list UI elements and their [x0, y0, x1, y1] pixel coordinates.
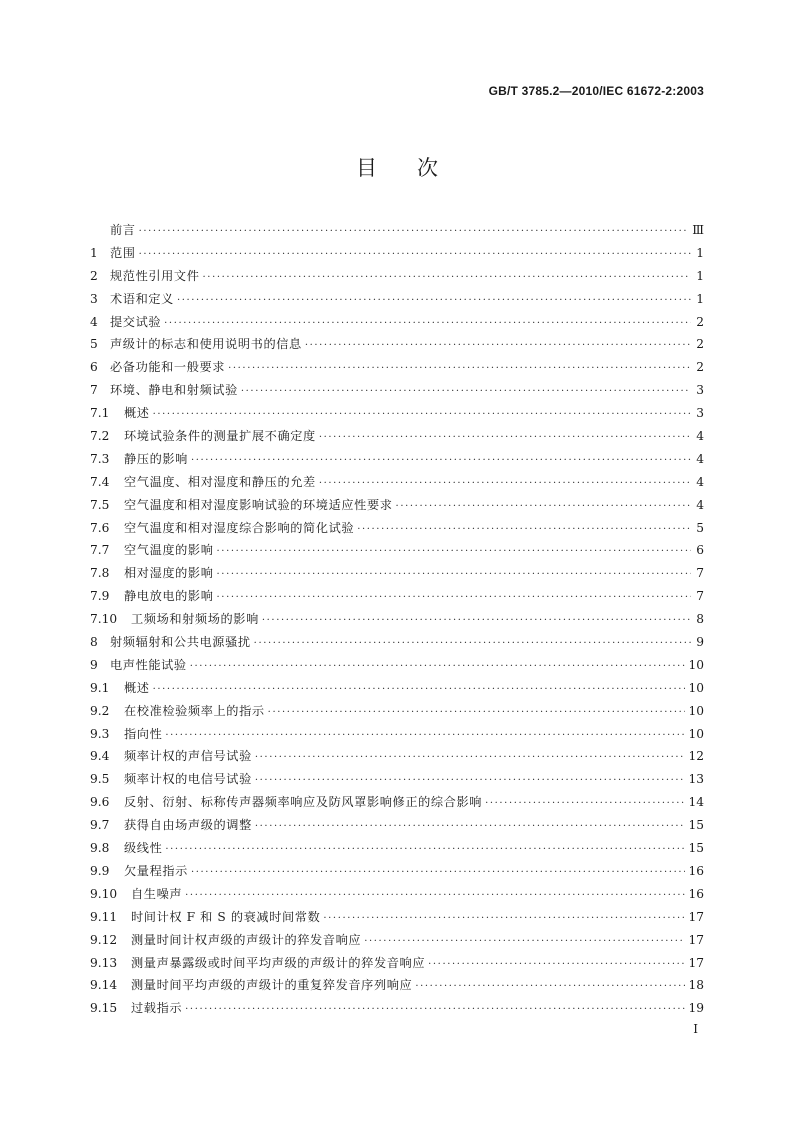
toc-entry[interactable]	[90, 700, 704, 723]
toc-leader-dots	[255, 747, 686, 770]
toc-leader-dots	[228, 358, 691, 381]
toc-entry-number: 9.4	[90, 749, 110, 764]
toc-entry[interactable]	[90, 288, 704, 311]
toc-entry[interactable]	[90, 517, 704, 540]
toc-leader-dots	[191, 450, 691, 473]
toc-entry[interactable]	[90, 860, 704, 883]
toc-entry[interactable]	[90, 654, 704, 677]
toc-leader-dots	[217, 541, 691, 564]
toc-entry-number: 7.4	[90, 474, 110, 489]
toc-entry-page: 6	[696, 543, 704, 558]
toc-entry-title: 电声性能试验	[110, 657, 187, 672]
toc-entry-title: 过载指示	[131, 1001, 183, 1016]
standard-code: GB/T 3785.2—2010/IEC 61672-2:2003	[488, 84, 704, 98]
toc-leader-dots	[185, 885, 685, 908]
toc-entry-page: 1	[696, 245, 704, 260]
toc-leader-dots	[153, 404, 691, 427]
toc-entry-title: 自生噪声	[131, 886, 183, 901]
toc-entry-number: 7.6	[90, 520, 110, 535]
toc-entry-number: 6	[90, 360, 98, 375]
toc-entry[interactable]	[90, 723, 704, 746]
toc-entry-title: 测量声暴露级或时间平均声级的声级计的猝发音响应	[131, 955, 426, 970]
toc-entry-page: 17	[688, 955, 704, 970]
toc-entry-number: 7.9	[90, 589, 110, 604]
toc-entry-title: 在校准检验频率上的指示	[124, 703, 265, 718]
toc-entry[interactable]	[90, 997, 704, 1020]
toc-entry[interactable]	[90, 585, 704, 608]
toc-entry-title: 欠量程指示	[124, 863, 188, 878]
toc-entry-title: 静电放电的影响	[124, 589, 214, 604]
toc-entry-page: 9	[696, 635, 704, 650]
toc-entry-number: 7.10	[90, 612, 118, 627]
toc-entry-title: 时间计权 F 和 S 的衰减时间常数	[131, 909, 321, 924]
toc-entry[interactable]	[90, 929, 704, 952]
toc-leader-dots	[185, 999, 685, 1022]
toc-entry-page: 7	[696, 566, 704, 581]
toc-entry-page: 1	[696, 268, 704, 283]
toc-entry-title: 声级计的标志和使用说明书的信息	[110, 337, 302, 352]
toc-entry-page: 16	[688, 863, 704, 878]
toc-entry-page: 2	[696, 337, 704, 352]
toc-entry-page: Ⅲ	[692, 223, 704, 237]
toc-entry-number: 9.6	[90, 795, 110, 810]
toc-entry-title: 级线性	[124, 841, 163, 856]
toc-entry-number: 9.15	[90, 1001, 118, 1016]
toc-entry-page: 16	[688, 886, 704, 901]
toc-entry-number: 4	[90, 314, 98, 329]
toc-entry[interactable]	[90, 425, 704, 448]
toc-entry-number: 7.5	[90, 497, 110, 512]
toc-entry-page: 4	[696, 429, 704, 444]
toc-entry[interactable]	[90, 677, 704, 700]
toc-entry-title: 概述	[124, 680, 150, 695]
toc-entry[interactable]	[90, 402, 704, 425]
toc-entry[interactable]	[90, 265, 704, 288]
toc-entry-number: 7.1	[90, 406, 110, 421]
toc-entry-title: 反射、衍射、标称传声器频率响应及防风罩影响修正的综合影响	[124, 795, 483, 810]
toc-entry-number: 7.2	[90, 429, 110, 444]
toc-entry[interactable]	[90, 242, 704, 265]
toc-leader-dots	[415, 976, 685, 999]
toc-leader-dots	[165, 725, 685, 748]
toc-entry-number: 9.9	[90, 863, 110, 878]
toc-leader-dots	[177, 290, 691, 313]
page-title: 目次	[356, 156, 478, 180]
toc-entry[interactable]	[90, 311, 704, 334]
toc-entry-title: 空气温度和相对湿度综合影响的简化试验	[124, 520, 355, 535]
toc-entry-page: 19	[688, 1001, 704, 1016]
toc-entry-page: 10	[688, 657, 704, 672]
toc-entry-number: 9.1	[90, 680, 110, 695]
toc-entry[interactable]	[90, 608, 704, 631]
toc-entry-title: 术语和定义	[110, 291, 174, 306]
toc-entry-title: 前言	[110, 223, 136, 237]
toc-leader-dots	[255, 816, 686, 839]
toc-leader-dots	[191, 862, 686, 885]
toc-entry-title: 空气温度、相对湿度和静压的允差	[124, 474, 316, 489]
toc-entry-page: 15	[688, 841, 704, 856]
toc-leader-dots	[319, 427, 691, 450]
toc-entry-page: 8	[696, 612, 704, 627]
toc-entry-page: 2	[696, 360, 704, 375]
toc-entry-number: 9.8	[90, 841, 110, 856]
toc-entry-page: 17	[688, 932, 704, 947]
toc-entry-title: 工频场和射频场的影响	[131, 612, 259, 627]
toc-leader-dots	[319, 473, 691, 496]
toc-leader-dots	[255, 770, 686, 793]
toc-leader-dots	[485, 793, 685, 816]
toc-entry-page: 18	[688, 978, 704, 993]
toc-leader-dots	[153, 679, 686, 702]
toc-entry[interactable]	[90, 494, 704, 517]
toc-entry[interactable]	[90, 883, 704, 906]
toc-leader-dots	[164, 313, 691, 336]
toc-entry-title: 空气温度的影响	[124, 543, 214, 558]
toc-entry-page: 12	[688, 749, 704, 764]
toc-entry[interactable]	[90, 219, 704, 242]
toc-entry[interactable]	[90, 906, 704, 929]
toc-leader-dots	[323, 908, 685, 931]
toc-entry-number: 9.5	[90, 772, 110, 787]
toc-entry-title: 静压的影响	[124, 451, 188, 466]
toc-entry[interactable]	[90, 974, 704, 997]
toc-entry[interactable]	[90, 745, 704, 768]
toc-entry-number: 9.3	[90, 726, 110, 741]
toc-entry-number: 2	[90, 268, 98, 283]
toc-entry-title: 规范性引用文件	[110, 268, 200, 283]
toc-entry-title: 指向性	[124, 726, 163, 741]
toc-leader-dots	[165, 839, 685, 862]
toc-entry[interactable]	[90, 333, 704, 356]
toc-entry-title: 提交试验	[110, 314, 162, 329]
toc-entry-page: 3	[696, 406, 704, 421]
toc-entry-number: 7	[90, 383, 98, 398]
toc-entry[interactable]	[90, 837, 704, 860]
toc-entry-number: 9.11	[90, 909, 118, 924]
toc-entry-number: 5	[90, 337, 98, 352]
toc-entry-page: 4	[696, 474, 704, 489]
toc-entry-title: 范围	[110, 245, 136, 260]
toc-entry-title: 空气温度和相对湿度影响试验的环境适应性要求	[124, 497, 393, 512]
toc-leader-dots	[241, 381, 691, 404]
toc-entry-page: 4	[696, 497, 704, 512]
toc-entry-page: 17	[688, 909, 704, 924]
toc-entry[interactable]	[90, 814, 704, 837]
toc-entry[interactable]	[90, 631, 704, 654]
toc-entry-number: 9.7	[90, 818, 110, 833]
toc-leader-dots	[203, 267, 691, 290]
table-of-contents	[90, 219, 704, 1020]
toc-entry-number: 7.7	[90, 543, 110, 558]
toc-entry-number: 8	[90, 635, 98, 650]
toc-entry[interactable]	[90, 448, 704, 471]
toc-entry-title: 射频辐射和公共电源骚扰	[110, 635, 251, 650]
toc-entry-number: 3	[90, 291, 98, 306]
toc-leader-dots	[396, 496, 691, 519]
toc-entry-title: 环境、静电和射频试验	[110, 383, 238, 398]
toc-entry-title: 频率计权的声信号试验	[124, 749, 252, 764]
toc-leader-dots	[268, 702, 686, 725]
toc-entry-number: 7.8	[90, 566, 110, 581]
toc-leader-dots	[428, 954, 685, 977]
toc-entry-title: 频率计权的电信号试验	[124, 772, 252, 787]
toc-leader-dots	[357, 519, 691, 542]
toc-entry-number: 9.10	[90, 886, 118, 901]
toc-entry-page: 15	[688, 818, 704, 833]
toc-leader-dots	[139, 244, 691, 267]
toc-entry-page: 13	[688, 772, 704, 787]
toc-leader-dots	[254, 633, 691, 656]
toc-entry[interactable]	[90, 379, 704, 402]
toc-entry-page: 2	[696, 314, 704, 329]
toc-entry-page: 10	[688, 726, 704, 741]
toc-entry[interactable]	[90, 791, 704, 814]
toc-entry-title: 获得自由场声级的调整	[124, 818, 252, 833]
toc-entry-number: 7.3	[90, 451, 110, 466]
page-folio: I	[693, 1022, 698, 1036]
toc-leader-dots	[364, 931, 685, 954]
toc-entry[interactable]	[90, 562, 704, 585]
toc-entry-title: 概述	[124, 406, 150, 421]
toc-entry-number: 9.2	[90, 703, 110, 718]
toc-entry-page: 5	[696, 520, 704, 535]
toc-leader-dots	[190, 656, 686, 679]
toc-leader-dots	[262, 610, 691, 633]
toc-entry-page: 10	[688, 703, 704, 718]
toc-entry-number: 1	[90, 245, 98, 260]
toc-entry-number: 9.14	[90, 978, 118, 993]
toc-entry-page: 1	[696, 291, 704, 306]
toc-entry[interactable]	[90, 356, 704, 379]
toc-entry-page: 4	[696, 451, 704, 466]
toc-leader-dots	[217, 587, 691, 610]
toc-entry[interactable]	[90, 471, 704, 494]
toc-entry-page: 14	[688, 795, 704, 810]
toc-entry-title: 测量时间计权声级的声级计的猝发音响应	[131, 932, 362, 947]
toc-entry-page: 10	[688, 680, 704, 695]
toc-leader-dots	[217, 564, 691, 587]
toc-entry-title: 测量时间平均声级的声级计的重复猝发音序列响应	[131, 978, 413, 993]
toc-leader-dots	[305, 335, 691, 358]
toc-entry-number: 9	[90, 657, 98, 672]
toc-entry-page: 7	[696, 589, 704, 604]
toc-entry[interactable]	[90, 539, 704, 562]
toc-entry[interactable]	[90, 768, 704, 791]
toc-entry-title: 必备功能和一般要求	[110, 360, 226, 375]
toc-entry[interactable]	[90, 952, 704, 975]
toc-entry-page: 3	[696, 383, 704, 398]
toc-entry-title: 环境试验条件的测量扩展不确定度	[124, 429, 316, 444]
toc-entry-title: 相对湿度的影响	[124, 566, 214, 581]
toc-entry-number: 9.13	[90, 955, 118, 970]
toc-leader-dots	[139, 221, 690, 244]
toc-entry-number: 9.12	[90, 932, 118, 947]
